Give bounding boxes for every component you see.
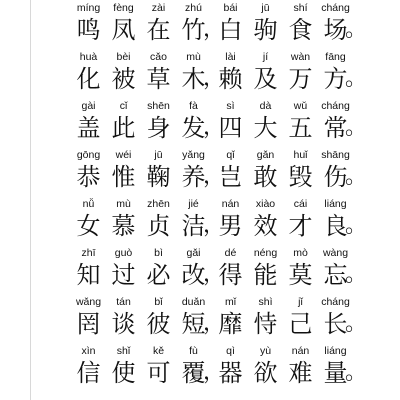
verse-clause-left xyxy=(71,100,211,143)
pinyin-label: shēn xyxy=(147,100,170,112)
pinyin-label: xìn xyxy=(81,345,96,357)
hanzi-character: 可 xyxy=(146,359,171,387)
pinyin-label: néng xyxy=(253,247,278,259)
character-cell xyxy=(283,296,318,339)
hanzi-character: 必 xyxy=(146,261,171,289)
verse-clause-right xyxy=(213,296,353,339)
pinyin-label: gōng xyxy=(76,149,101,161)
character-cell xyxy=(248,296,283,339)
comma-punctuation: ， xyxy=(203,213,226,238)
pinyin-label: dé xyxy=(224,247,237,259)
character-cell xyxy=(213,198,248,241)
hanzi-character: 能 xyxy=(253,261,278,289)
hanzi-character: 毁 xyxy=(288,163,313,191)
period-punctuation: 。 xyxy=(345,213,368,238)
comma-punctuation: ， xyxy=(203,311,226,336)
character-cell xyxy=(71,296,106,339)
period-punctuation: 。 xyxy=(345,66,368,91)
pinyin-label: fèng xyxy=(113,2,134,14)
verse-line xyxy=(30,100,375,148)
hanzi-character: 驹 xyxy=(253,16,278,44)
pinyin-label: cǎo xyxy=(150,51,167,63)
hanzi-character: 赖 xyxy=(218,65,243,93)
pinyin-label: fù xyxy=(189,345,198,357)
hanzi-character: 万 xyxy=(288,65,313,93)
verse-line xyxy=(30,296,375,344)
pinyin-label: gǎn xyxy=(256,149,275,161)
character-cell xyxy=(71,100,106,143)
verse-clause-left xyxy=(71,51,211,94)
hanzi-character: 过 xyxy=(111,261,136,289)
hanzi-character: 鞠 xyxy=(146,163,171,191)
hanzi-character: 欲 xyxy=(253,359,278,387)
verse-line xyxy=(30,2,375,50)
verse-line xyxy=(30,51,375,99)
verse-clause-left xyxy=(71,345,211,388)
character-cell xyxy=(248,149,283,192)
pinyin-label: cháng xyxy=(321,2,350,14)
verse-line xyxy=(30,198,375,246)
character-cell xyxy=(213,296,248,339)
hanzi-character: 覆 xyxy=(181,359,206,387)
pinyin-label: qǐ xyxy=(226,149,235,161)
verse-line xyxy=(30,345,375,393)
hanzi-character: 女 xyxy=(76,212,101,240)
pinyin-label: míng xyxy=(76,2,101,14)
verse-clause-left xyxy=(71,247,211,290)
verse-clause-left xyxy=(71,149,211,192)
pinyin-label: liáng xyxy=(324,345,347,357)
hanzi-character: 在 xyxy=(146,16,171,44)
hanzi-character: 场 xyxy=(323,16,348,44)
verse-line xyxy=(30,149,375,197)
pinyin-label: bèi xyxy=(116,51,131,63)
character-cell xyxy=(141,2,176,45)
pinyin-label: bì xyxy=(154,247,163,259)
pinyin-label: mò xyxy=(293,247,308,259)
pinyin-label: zhēn xyxy=(147,198,170,210)
period-punctuation: 。 xyxy=(345,311,368,336)
hanzi-character: 短 xyxy=(181,310,206,338)
hanzi-character: 盖 xyxy=(76,114,101,142)
character-cell xyxy=(141,149,176,192)
comma-punctuation: ， xyxy=(203,262,226,287)
hanzi-character: 木 xyxy=(181,65,206,93)
verse-clause-right xyxy=(213,149,353,192)
hanzi-character: 信 xyxy=(76,359,101,387)
hanzi-character: 贞 xyxy=(146,212,171,240)
character-cell xyxy=(106,198,141,241)
pinyin-label: wǎng xyxy=(75,296,102,308)
hanzi-character: 白 xyxy=(218,16,243,44)
character-cell xyxy=(283,198,318,241)
verse-line xyxy=(30,247,375,295)
hanzi-character: 量 xyxy=(323,359,348,387)
hanzi-character: 靡 xyxy=(218,310,243,338)
hanzi-character: 良 xyxy=(323,212,348,240)
character-cell xyxy=(283,51,318,94)
pinyin-label: jū xyxy=(154,149,163,161)
verse-clause-left xyxy=(71,198,211,241)
character-cell xyxy=(213,149,248,192)
pinyin-label: jié xyxy=(188,198,199,210)
verse-clause-right xyxy=(213,198,353,241)
hanzi-character: 化 xyxy=(76,65,101,93)
character-cell xyxy=(283,345,318,388)
hanzi-character: 鸣 xyxy=(76,16,101,44)
character-cell xyxy=(71,51,106,94)
hanzi-character: 发 xyxy=(181,114,206,142)
pinyin-label: cháng xyxy=(321,296,350,308)
pinyin-label: mǐ xyxy=(224,296,237,308)
period-punctuation: 。 xyxy=(345,262,368,287)
hanzi-character: 四 xyxy=(218,114,243,142)
hanzi-character: 谈 xyxy=(111,310,136,338)
pinyin-label: dà xyxy=(259,100,272,112)
character-cell xyxy=(213,51,248,94)
pinyin-label: shǐ xyxy=(116,345,131,357)
character-cell xyxy=(71,345,106,388)
character-cell xyxy=(213,247,248,290)
pinyin-label: jū xyxy=(261,2,270,14)
pinyin-label: fà xyxy=(189,100,198,112)
hanzi-character: 效 xyxy=(253,212,278,240)
character-cell xyxy=(141,296,176,339)
pinyin-label: cǐ xyxy=(119,100,128,112)
comma-punctuation: ， xyxy=(203,360,226,385)
pinyin-label: yǎng xyxy=(182,149,205,161)
period-punctuation: 。 xyxy=(345,17,368,42)
character-cell xyxy=(141,247,176,290)
pinyin-label: nán xyxy=(221,198,240,210)
hanzi-character: 改 xyxy=(181,261,206,289)
character-cell xyxy=(283,2,318,45)
hanzi-character: 知 xyxy=(76,261,101,289)
pinyin-label: guò xyxy=(114,247,133,259)
period-punctuation: 。 xyxy=(345,115,368,140)
character-cell xyxy=(106,100,141,143)
character-cell xyxy=(248,345,283,388)
verse-clause-right xyxy=(213,51,353,94)
pinyin-label: huǐ xyxy=(293,149,308,161)
hanzi-character: 草 xyxy=(146,65,171,93)
verse-clause-right xyxy=(213,100,353,143)
comma-punctuation: ， xyxy=(203,164,226,189)
pinyin-label: liáng xyxy=(324,198,347,210)
hanzi-character: 伤 xyxy=(323,163,348,191)
period-punctuation: 。 xyxy=(345,164,368,189)
pinyin-label: wàn xyxy=(290,51,311,63)
hanzi-character: 竹 xyxy=(181,16,206,44)
hanzi-character: 得 xyxy=(218,261,243,289)
character-cell xyxy=(213,2,248,45)
pinyin-label: sì xyxy=(226,100,235,112)
character-cell xyxy=(71,149,106,192)
hanzi-character: 恭 xyxy=(76,163,101,191)
pinyin-label: jí xyxy=(262,51,269,63)
hanzi-character: 及 xyxy=(253,65,278,93)
pinyin-label: cái xyxy=(293,198,308,210)
character-cell xyxy=(283,247,318,290)
pinyin-label: mù xyxy=(186,51,201,63)
hanzi-character: 器 xyxy=(218,359,243,387)
hanzi-character: 身 xyxy=(146,114,171,142)
character-cell xyxy=(248,51,283,94)
pinyin-label: zài xyxy=(151,2,166,14)
pinyin-label: huà xyxy=(79,51,98,63)
hanzi-character: 食 xyxy=(288,16,313,44)
character-cell xyxy=(141,51,176,94)
pinyin-label: yù xyxy=(259,345,272,357)
hanzi-character: 大 xyxy=(253,114,278,142)
hanzi-character: 难 xyxy=(288,359,313,387)
hanzi-character: 莫 xyxy=(288,261,313,289)
hanzi-character: 慕 xyxy=(111,212,136,240)
comma-punctuation: ， xyxy=(203,17,226,42)
pinyin-label: kě xyxy=(152,345,165,357)
pinyin-label: shāng xyxy=(321,149,350,161)
pinyin-label: mù xyxy=(116,198,131,210)
hanzi-character: 敢 xyxy=(253,163,278,191)
pinyin-label: duǎn xyxy=(181,296,206,308)
hanzi-character: 岂 xyxy=(218,163,243,191)
hanzi-character: 常 xyxy=(323,114,348,142)
verse-clause-right xyxy=(213,2,353,45)
pinyin-label: wàng xyxy=(322,247,349,259)
character-cell xyxy=(141,345,176,388)
pinyin-label: nán xyxy=(291,345,310,357)
hanzi-character: 彼 xyxy=(146,310,171,338)
pinyin-label: gài xyxy=(81,100,96,112)
hanzi-character: 长 xyxy=(323,310,348,338)
pinyin-label: tán xyxy=(116,296,131,308)
pinyin-label: zhī xyxy=(81,247,96,259)
pinyin-label: wéi xyxy=(115,149,132,161)
comma-punctuation: ， xyxy=(203,115,226,140)
character-cell xyxy=(106,51,141,94)
verse-clause-right xyxy=(213,247,353,290)
hanzi-character: 凤 xyxy=(111,16,136,44)
comma-punctuation: ， xyxy=(203,66,226,91)
character-cell xyxy=(71,198,106,241)
verse-clause-left xyxy=(71,296,211,339)
hanzi-character: 使 xyxy=(111,359,136,387)
character-cell xyxy=(71,2,106,45)
verse-clause-left xyxy=(71,2,211,45)
hanzi-character: 己 xyxy=(288,310,313,338)
hanzi-character: 男 xyxy=(218,212,243,240)
period-punctuation: 。 xyxy=(345,360,368,385)
hanzi-character: 方 xyxy=(323,65,348,93)
hanzi-character: 惟 xyxy=(111,163,136,191)
hanzi-character: 此 xyxy=(111,114,136,142)
character-cell xyxy=(141,198,176,241)
character-cell xyxy=(106,345,141,388)
pinyin-label: cháng xyxy=(321,100,350,112)
pinyin-label: shí xyxy=(293,2,308,14)
character-cell xyxy=(283,149,318,192)
pinyin-label: nǚ xyxy=(82,198,95,210)
pinyin-label: bǐ xyxy=(154,296,163,308)
pinyin-label: lài xyxy=(225,51,236,63)
pinyin-label: shì xyxy=(258,296,273,308)
pinyin-label: xiào xyxy=(255,198,276,210)
character-cell xyxy=(248,247,283,290)
verse-clause-right xyxy=(213,345,353,388)
hanzi-character: 洁 xyxy=(181,212,206,240)
character-cell xyxy=(248,2,283,45)
character-cell xyxy=(141,100,176,143)
character-cell xyxy=(213,100,248,143)
hanzi-character: 五 xyxy=(288,114,313,142)
hanzi-character: 被 xyxy=(111,65,136,93)
character-cell xyxy=(248,198,283,241)
pinyin-label: wǔ xyxy=(293,100,308,112)
character-cell xyxy=(248,100,283,143)
pinyin-label: bái xyxy=(223,2,238,14)
pinyin-label: fāng xyxy=(325,51,346,63)
character-cell xyxy=(106,149,141,192)
character-cell xyxy=(106,296,141,339)
character-cell xyxy=(283,100,318,143)
character-cell xyxy=(106,247,141,290)
pinyin-label: jǐ xyxy=(298,296,303,308)
hanzi-character: 罔 xyxy=(76,310,101,338)
character-cell xyxy=(106,2,141,45)
pinyin-label: qì xyxy=(226,345,235,357)
character-cell xyxy=(213,345,248,388)
hanzi-character: 养 xyxy=(181,163,206,191)
pinyin-label: gǎi xyxy=(186,247,201,259)
hanzi-character: 才 xyxy=(288,212,313,240)
hanzi-character: 恃 xyxy=(253,310,278,338)
hanzi-character: 忘 xyxy=(323,261,348,289)
pinyin-label: zhú xyxy=(185,2,202,14)
character-cell xyxy=(71,247,106,290)
